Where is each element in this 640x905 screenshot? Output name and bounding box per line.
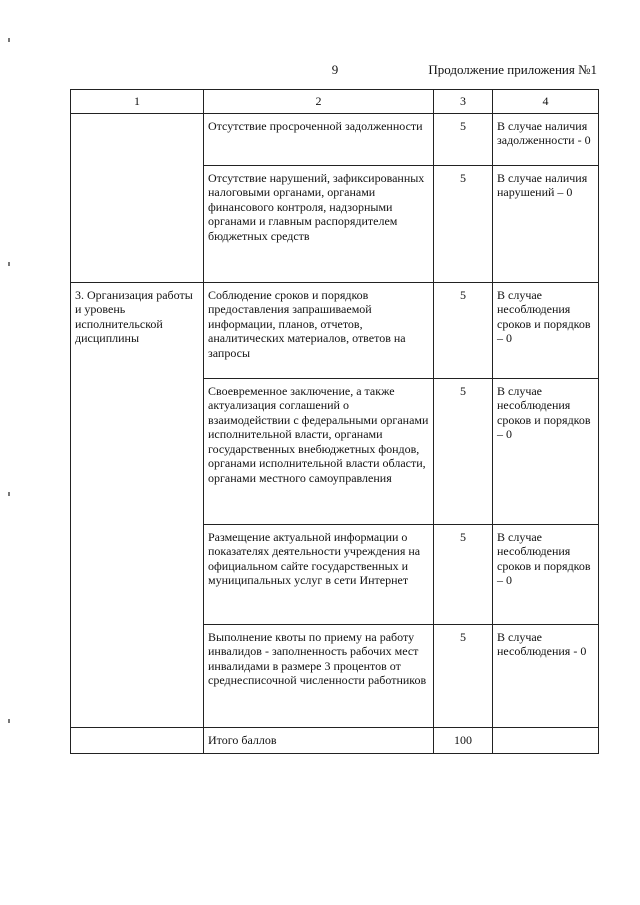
score-cell: 5 — [434, 624, 493, 727]
criteria-table — [70, 89, 599, 754]
column-number-row — [71, 90, 599, 114]
condition-cell: В случае несоблюдения сроков и порядков – 0 — [493, 524, 599, 624]
score-cell: 5 — [434, 282, 493, 378]
indicator-cell: Выполнение квоты по приему на работу инвалидов - заполненность рабочих мест инвалидами в размере 3 процентов от среднесписочной численности работников — [204, 624, 434, 727]
total-condition-cell — [493, 727, 599, 754]
indicator-cell: Размещение актуальной информации о показателях деятельности учреждения на официальном сайте государственных и муниципальных услуг в сети Интернет — [204, 524, 434, 624]
page-number: 9 — [331, 62, 339, 77]
condition-cell: В случае несоблюдения сроков и порядков – 0 — [493, 378, 599, 524]
total-label: Итого баллов — [204, 727, 434, 754]
scan-mark — [8, 38, 10, 42]
table-row — [71, 113, 599, 165]
condition-cell: В случае наличия задолженности - 0 — [493, 113, 599, 165]
column-number-1: 1 — [71, 90, 204, 114]
score-cell: 5 — [434, 113, 493, 165]
total-row — [71, 727, 599, 754]
score-cell: 5 — [434, 165, 493, 282]
score-cell: 5 — [434, 378, 493, 524]
appendix-continuation-label: Продолжение приложения №1 — [428, 62, 597, 77]
total-criterion-cell — [71, 727, 204, 754]
indicator-cell: Соблюдение сроков и порядков предоставления запрашиваемой информации, планов, отчетов, аналитических материалов, ответов на запросы — [204, 282, 434, 378]
scan-mark — [8, 492, 10, 496]
indicator-cell: Отсутствие просроченной задолженности — [204, 113, 434, 165]
criterion-cell-empty — [71, 113, 204, 282]
column-number-2: 2 — [204, 90, 434, 114]
column-number-3: 3 — [434, 90, 493, 114]
indicator-cell: Своевременное заключение, а также актуализация соглашений о взаимодействии с федеральными органами исполнительной власти, органами государственных внебюджетных фондов, органами исполнительной власти области, органами местного самоуправления — [204, 378, 434, 524]
scan-mark — [8, 719, 10, 723]
scan-mark — [8, 262, 10, 266]
condition-cell: В случае несоблюдения - 0 — [493, 624, 599, 727]
condition-cell: В случае наличия нарушений – 0 — [493, 165, 599, 282]
table-row — [71, 282, 599, 378]
score-cell: 5 — [434, 524, 493, 624]
indicator-cell: Отсутствие нарушений, зафиксированных налоговыми органами, органами финансового контроля, надзорными органами и главным распорядителем бюджетных средств — [204, 165, 434, 282]
criterion-cell: 3. Организация работы и уровень исполнительской дисциплины — [71, 282, 204, 727]
condition-cell: В случае несоблюдения сроков и порядков – 0 — [493, 282, 599, 378]
total-score: 100 — [434, 727, 493, 754]
column-number-4: 4 — [493, 90, 599, 114]
